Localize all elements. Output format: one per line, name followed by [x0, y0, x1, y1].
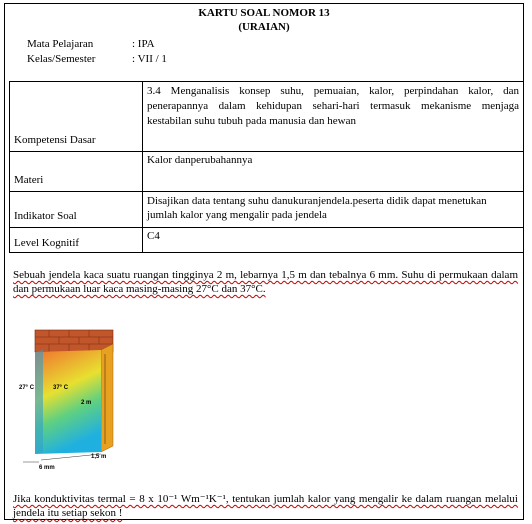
height-label: 2 m	[81, 400, 92, 406]
class-label: Kelas/Semester	[27, 53, 96, 65]
materi-label: Materi	[10, 152, 143, 192]
kompetensi-label: Kompetensi Dasar	[10, 82, 143, 152]
info-table	[9, 81, 524, 253]
class-value: : VII / 1	[132, 53, 167, 65]
card-title: KARTU SOAL NOMOR 13	[198, 7, 330, 19]
level-label: Level Kognitif	[10, 228, 143, 253]
question-card	[4, 3, 524, 520]
thickness-label: 6 mm	[39, 465, 55, 471]
subject-value: : IPA	[132, 38, 155, 50]
kompetensi-value: 3.4 Menganalisis konsep suhu, pemuaian, kalor, perpindahan kalor, dan penerapannya dalam kehidupan sehari-hari termasuk mekanisme menjaga kestabilan suhu tubuh pada manusia dan hewan	[143, 82, 524, 152]
question-stem	[13, 268, 518, 296]
width-label: 1,5 m	[91, 454, 107, 460]
level-value: C4	[143, 228, 524, 253]
temp-outside-label: 27° C	[19, 385, 35, 391]
materi-value: Kalor danperubahannya	[143, 152, 524, 192]
table-row	[10, 82, 524, 152]
card-subtitle: (URAIAN)	[238, 21, 290, 33]
table-row	[10, 192, 524, 228]
question-stem-text: Sebuah jendela kaca suatu ruangan tingginya 2 m, lebarnya 1,5 m dan tebalnya 6 mm. Suhu di permukaan dalam dan permukaan luar kaca masing-masing 27°C dan 37°C.	[13, 269, 518, 295]
subject-label: Mata Pelajaran	[27, 38, 94, 50]
indikator-label: Indikator Soal	[10, 192, 143, 228]
question-prompt	[13, 492, 518, 520]
temp-inside-label: 37° C	[53, 385, 69, 391]
glass-edge	[35, 350, 43, 454]
question-prompt-text: Jika konduktivitas termal = 8 x 10⁻¹ Wm⁻¹K⁻¹, tentukan jumlah kalor yang mengalir ke dalam ruangan melalui jendela itu setiap sekon !	[13, 493, 518, 519]
window-diagram	[13, 326, 128, 471]
brick-wall	[35, 330, 113, 352]
table-row	[10, 228, 524, 253]
table-row	[10, 152, 524, 192]
indikator-value: Disajikan data tentang suhu danukuranjendela.peserta didik dapat menetukan jumlah kalor yang mengalir pada jendela	[143, 192, 524, 228]
window-frame-side	[101, 344, 113, 452]
